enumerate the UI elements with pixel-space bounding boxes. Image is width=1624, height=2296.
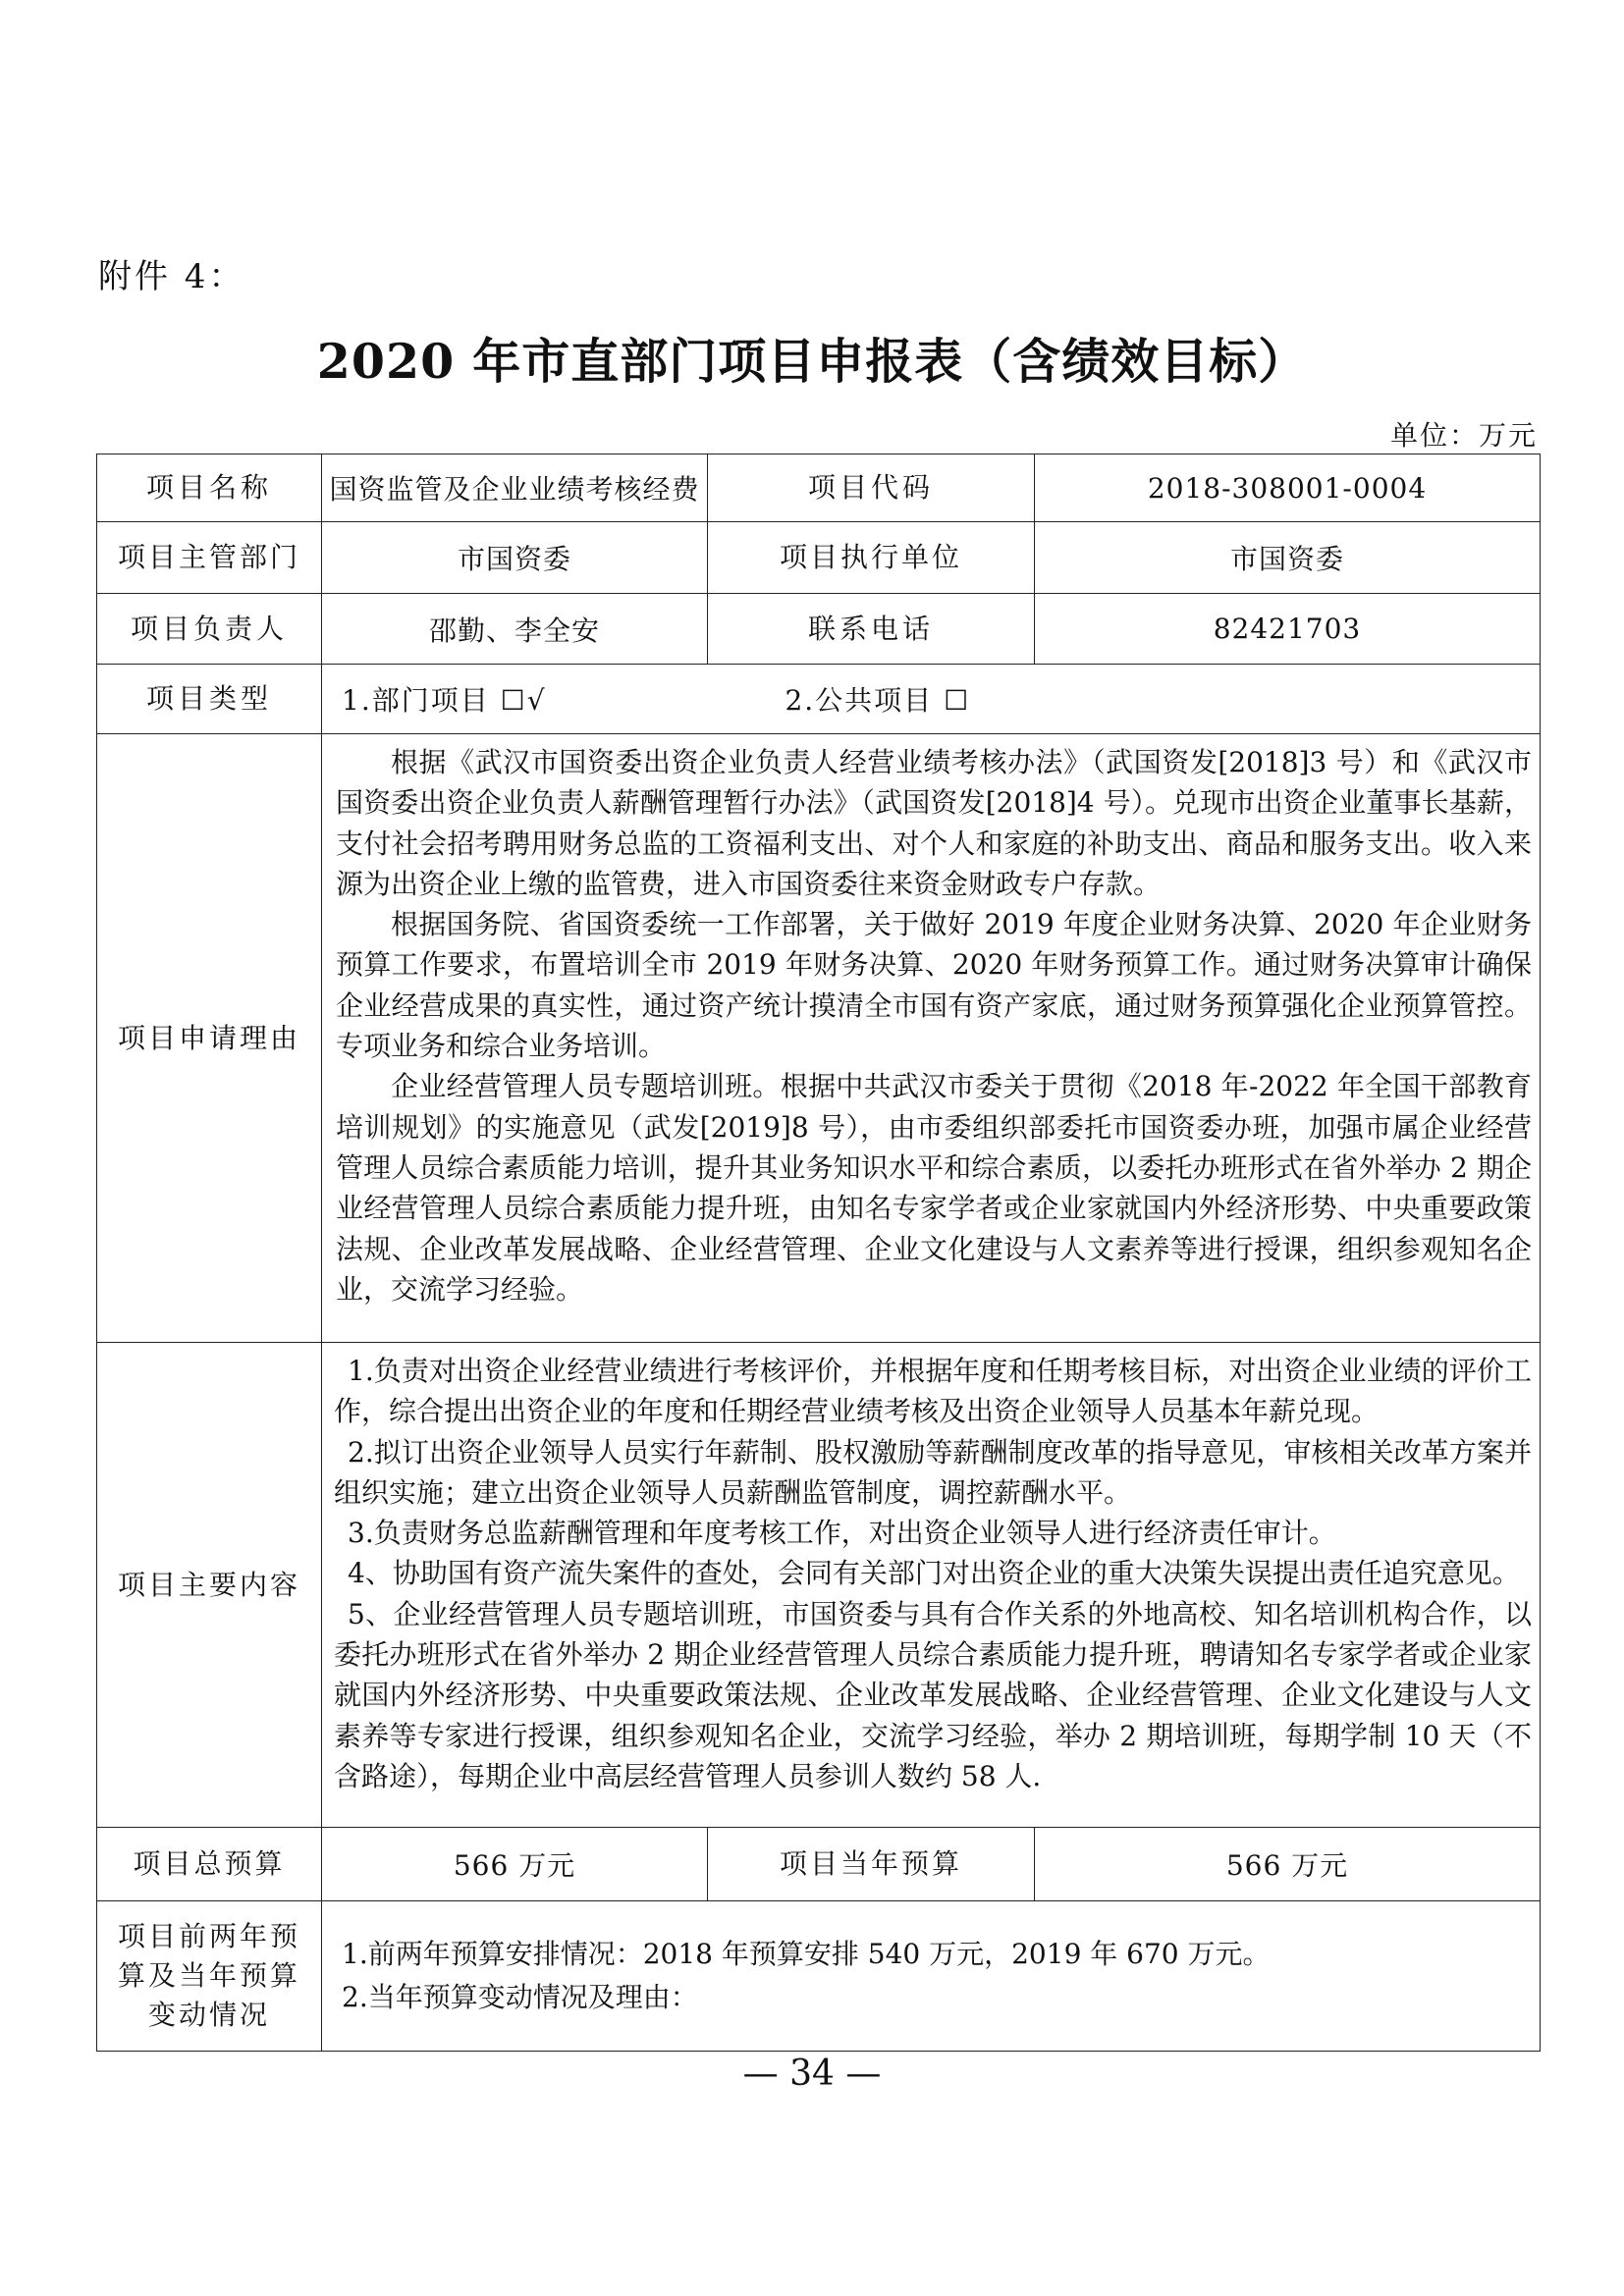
content-label: 项目主要内容 <box>97 1343 322 1828</box>
dept-label: 项目主管部门 <box>97 522 322 594</box>
history-label: 项目前两年预算及当年预算变动情况 <box>97 1901 322 2052</box>
attachment-label: 附件 4： <box>98 257 245 296</box>
type-option-public: 2.公共项目 ☐ <box>785 684 971 717</box>
content-item: 3.负责财务总监薪酬管理和年度考核工作，对出资企业领导人进行经济责任审计。 <box>348 1517 1336 1550</box>
row-budget-history <box>97 1901 1541 2052</box>
current-budget-label: 项目当年预算 <box>708 1828 1035 1901</box>
page-number: — 34 — <box>742 2054 882 2094</box>
current-budget-value: 566 万元 <box>1035 1828 1541 1901</box>
content-text <box>322 1343 1541 1828</box>
history-line: 1.前两年预算安排情况：2018 年预算安排 540 万元，2019 年 670 万元。 <box>342 1938 1271 1970</box>
total-budget-label: 项目总预算 <box>97 1828 322 1901</box>
phone-value: 82421703 <box>1035 594 1541 665</box>
leader-value: 邵勤、李全安 <box>322 594 708 665</box>
leader-label: 项目负责人 <box>97 594 322 665</box>
content-item: 4、协助国有资产流失案件的查处，会同有关部门对出资企业的重大决策失误提出责任追究意见。 <box>348 1557 1520 1590</box>
row-main-content <box>97 1343 1541 1828</box>
type-options <box>322 665 1541 734</box>
content-item: 5、企业经营管理人员专题培训班，市国资委与具有合作关系的外地高校、知名培训机构合作，以委托办班形式在省外举办 2 期企业经营管理人员综合素质能力提升班，聘请知名专家学者或企业家就国内外经济形势、中央重要政策法规、企业改革发展战略、企业经营管理、企业文化建设与人文素养等专家进行授课，组织参观知名企业，交流学习经验，举办 2 期培训班，每期学制 10 天（不含路途），每期企业中高层经营管理人员参训人数约 58 人. <box>334 1597 1532 1792</box>
project-code-value: 2018-308001-0004 <box>1035 454 1541 522</box>
row-project-type <box>97 665 1541 734</box>
row-leader <box>97 594 1541 665</box>
reason-text <box>322 734 1541 1343</box>
exec-unit-label: 项目执行单位 <box>708 522 1035 594</box>
row-budget <box>97 1828 1541 1901</box>
document-title: 2020 年市直部门项目申报表（含绩效目标） <box>316 333 1308 390</box>
unit-label: 单位：万元 <box>1389 419 1538 452</box>
row-project-name <box>97 454 1541 522</box>
row-department <box>97 522 1541 594</box>
history-line: 2.当年预算变动情况及理由： <box>342 1981 698 2013</box>
history-text <box>322 1901 1541 2052</box>
reason-paragraph: 根据《武汉市国资委出资企业负责人经营业绩考核办法》（武国资发[2018]3 号）和《武汉市国资委出资企业负责人薪酬管理暂行办法》（武国资发[2018]4 号）。兑现市出资企业董事长基薪，支付社会招考聘用财务总监的工资福利支出、对个人和家庭的补助支出、商品和服务支出。收入来源为出资企业上缴的监管费，进入市国资委往来资金财政专户存款。 <box>336 746 1532 900</box>
dept-value: 市国资委 <box>322 522 708 594</box>
project-name-label: 项目名称 <box>97 454 322 522</box>
reason-paragraph: 根据国务院、省国资委统一工作部署，关于做好 2019 年度企业财务决算、2020 年企业财务预算工作要求，布置培训全市 2019 年财务决算、2020 年财务预算工作。通过财务决算审计确保企业经营成果的真实性，通过资产统计摸清全市国有资产家底，通过财务预算强化企业预算管控。专项业务和综合业务培训。 <box>336 908 1532 1063</box>
row-reason <box>97 734 1541 1343</box>
content-item: 2.拟订出资企业领导人员实行年薪制、股权激励等薪酬制度改革的指导意见，审核相关改革方案并组织实施；建立出资企业领导人员薪酬监管制度，调控薪酬水平。 <box>334 1435 1532 1509</box>
type-label: 项目类型 <box>97 665 322 734</box>
exec-unit-value: 市国资委 <box>1035 522 1541 594</box>
reason-label: 项目申请理由 <box>97 734 322 1343</box>
reason-paragraph: 企业经营管理人员专题培训班。根据中共武汉市委关于贯彻《2018 年-2022 年全国干部教育培训规划》的实施意见（武发[2019]8 号），由市委组织部委托市国资委办班，加强市属企业经营管理人员综合素质能力培训，提升其业务知识水平和综合素质，以委托办班形式在省外举办 2 期企业经营管理人员综合素质能力提升班，由知名专家学者或企业家就国内外经济形势、中央重要政策法规、企业改革发展战略、企业经营管理、企业文化建设与人文素养等进行授课，组织参观知名企业，交流学习经验。 <box>336 1070 1532 1306</box>
total-budget-value: 566 万元 <box>322 1828 708 1901</box>
content-item: 1.负责对出资企业经营业绩进行考核评价，并根据年度和任期考核目标，对出资企业业绩的评价工作，综合提出出资企业的年度和任期经营业绩考核及出资企业领导人员基本年薪兑现。 <box>334 1355 1532 1428</box>
project-code-label: 项目代码 <box>708 454 1035 522</box>
phone-label: 联系电话 <box>708 594 1035 665</box>
project-name-value: 国资监管及企业业绩考核经费 <box>322 454 708 522</box>
type-option-department: 1.部门项目 ☐√ <box>342 684 547 717</box>
project-application-form <box>96 454 1541 2052</box>
